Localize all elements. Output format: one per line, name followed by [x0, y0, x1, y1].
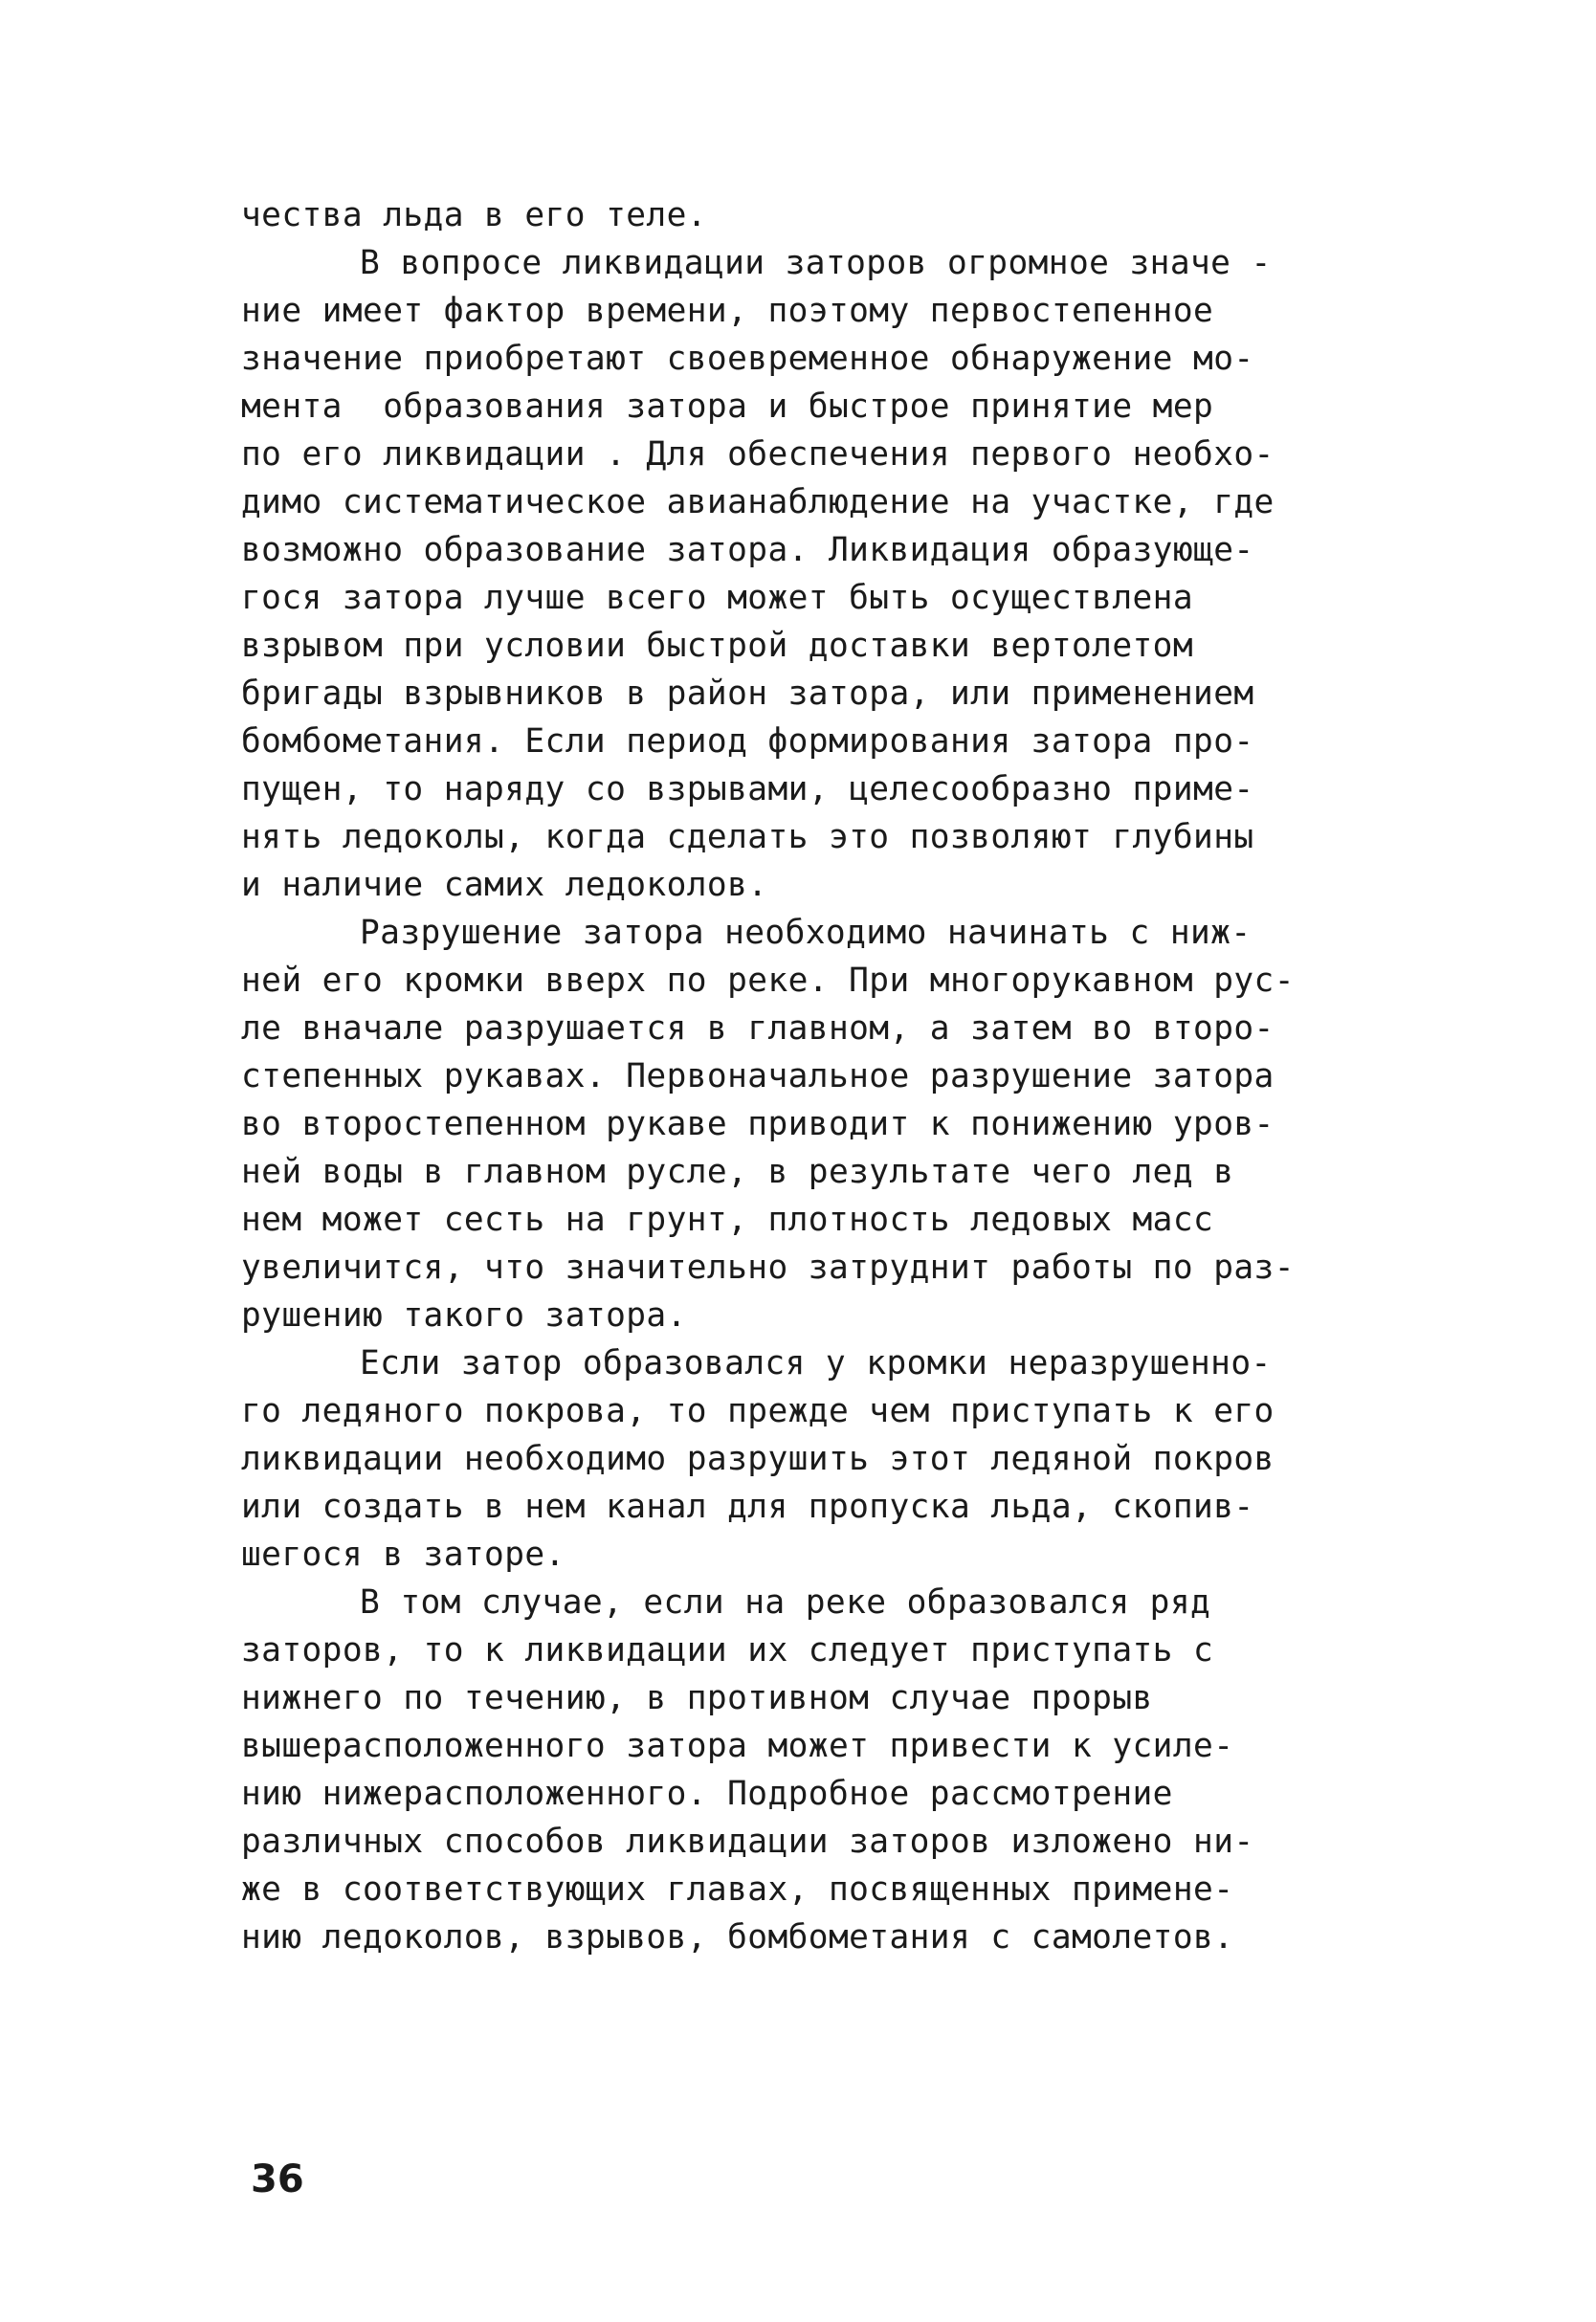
text-line: возможно образование затора. Ликвидация образующе- [241, 531, 1254, 569]
paragraph-first-line: Разрушение затора необходимо начинать с ниж- [360, 914, 1252, 952]
text-line: нять ледоколы, когда сделать это позволяют глубины [241, 818, 1254, 856]
text-line: и наличие самих ледоколов. [241, 866, 768, 904]
text-line: ней воды в главном русле, в результате чего лед в [241, 1153, 1234, 1191]
text-line: степенных рукавах. Первоначальное разрушение затора [241, 1057, 1275, 1095]
text-line: димо систематическое авианаблюдение на участке, где [241, 483, 1275, 521]
text-line: различных способов ликвидации заторов изложено ни- [241, 1823, 1254, 1861]
text-line: чества льда в его теле. [241, 196, 707, 234]
text-line: по его ликвидации . Для обеспечения первого необхо- [241, 435, 1275, 474]
text-line: взрывом при условии быстрой доставки вертолетом [241, 627, 1194, 665]
text-line: ние имеет фактор времени, поэтому первостепенное [241, 292, 1214, 330]
text-line: бомбометания. Если период формирования затора про- [241, 722, 1254, 761]
text-line: ле вначале разрушается в главном, а затем во второ- [241, 1009, 1275, 1048]
text-line: или создать в нем канал для пропуска льда, скопив- [241, 1488, 1254, 1526]
text-line: заторов, то к ликвидации их следует приступать с [241, 1631, 1214, 1670]
paragraph-first-line: Если затор образовался у кромки неразрушенно- [360, 1344, 1272, 1382]
text-line: ликвидации необходимо разрушить этот ледяной покров [241, 1440, 1275, 1478]
text-line: нию ледоколов, взрывов, бомбометания с самолетов. [241, 1918, 1234, 1957]
text-line: пущен, то наряду со взрывами, целесообразно приме- [241, 770, 1254, 808]
text-line: го ледяного покрова, то прежде чем приступать к его [241, 1392, 1275, 1430]
text-line: значение приобретают своевременное обнаружение мо- [241, 340, 1254, 378]
page-number: 36 [251, 2157, 304, 2201]
text-line: ней его кромки вверх по реке. При многорукавном рус- [241, 962, 1295, 1000]
text-line: нию нижерасположенного. Подробное рассмотрение [241, 1775, 1173, 1813]
text-line: вышерасположенного затора может привести к усиле- [241, 1727, 1234, 1765]
text-line: увеличится, что значительно затруднит работы по раз- [241, 1249, 1295, 1287]
text-line: рушению такого затора. [241, 1296, 687, 1335]
text-line: шегося в заторе. [241, 1536, 565, 1574]
paragraph-first-line: В том случае, если на реке образовался ряд [360, 1583, 1211, 1622]
body-text [241, 191, 1447, 1961]
text-line: нижнего по течению, в противном случае прорыв [241, 1679, 1153, 1717]
text-line: во второстепенном рукаве приводит к понижению уров- [241, 1105, 1275, 1143]
text-line: мента образования затора и быстрое принятие мер [241, 387, 1214, 426]
paragraph-first-line: В вопросе ликвидации заторов огромное значе - [360, 244, 1272, 282]
text-line: нем может сесть на грунт, плотность ледовых масс [241, 1201, 1214, 1239]
text-line: гося затора лучше всего может быть осуществлена [241, 579, 1194, 617]
text-line: же в соответствующих главах, посвященных примене- [241, 1870, 1234, 1909]
text-line: бригады взрывников в район затора, или применением [241, 674, 1254, 713]
